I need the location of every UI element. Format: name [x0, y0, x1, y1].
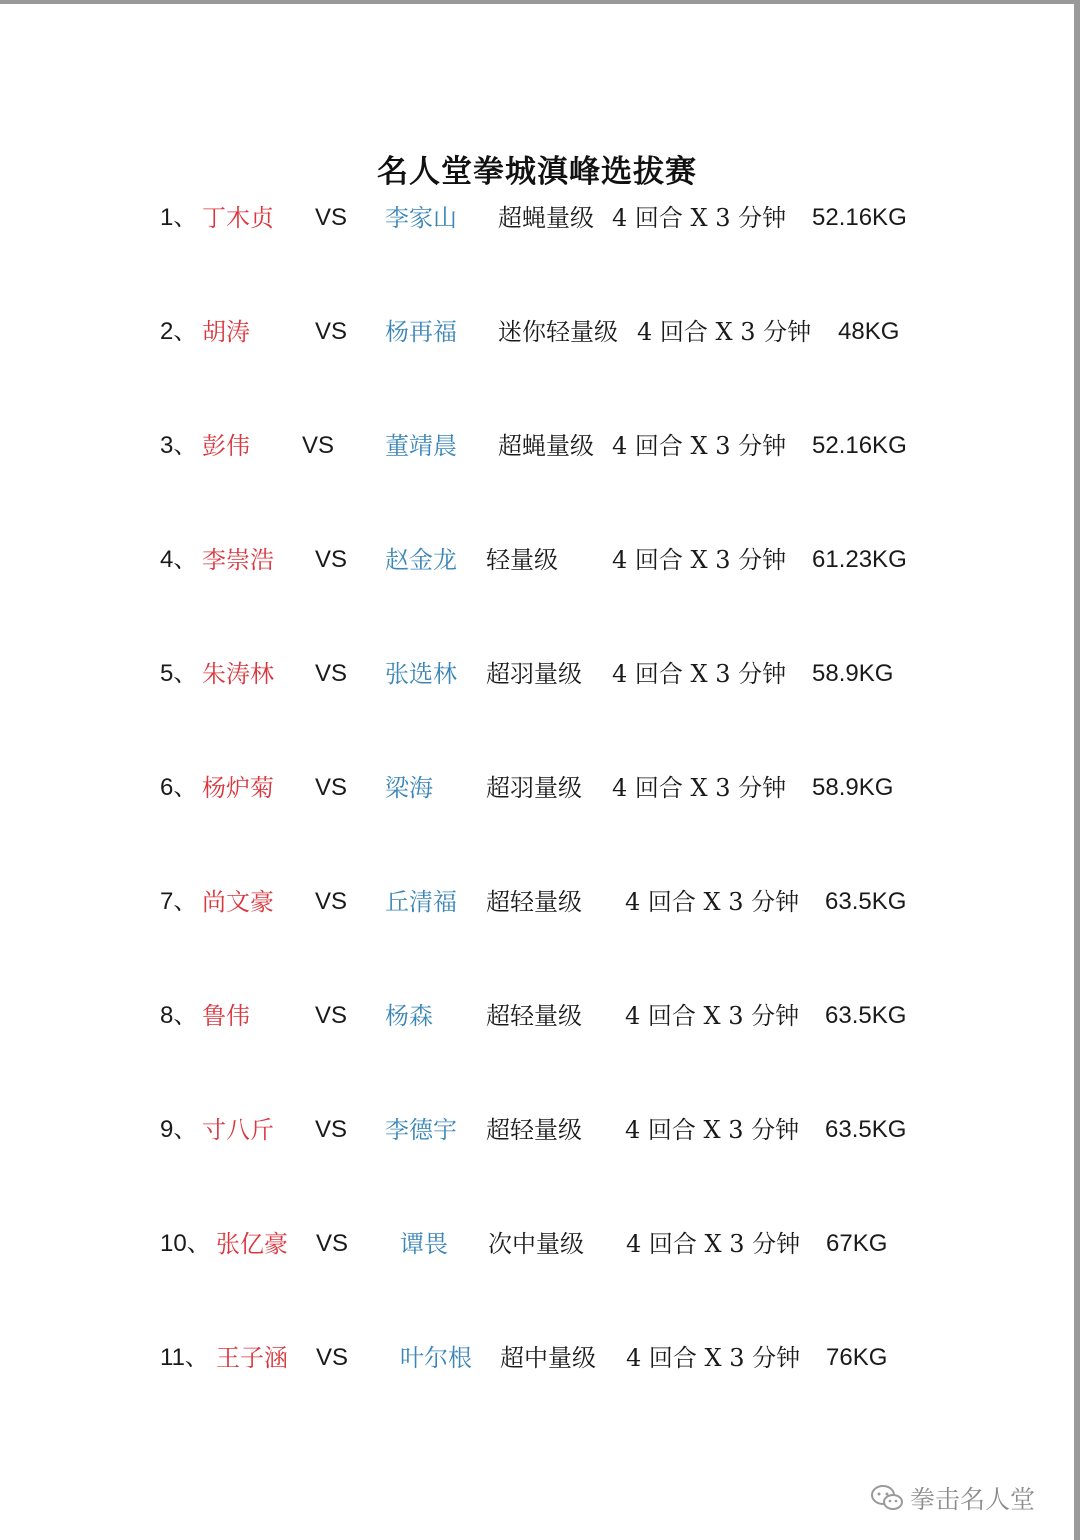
- bout-number: 4、: [160, 546, 198, 573]
- bout-row: [0, 1338, 1074, 1378]
- vs-label: VS: [302, 432, 335, 459]
- vs-label: VS: [315, 1116, 348, 1143]
- weight-class: 超蝇量级: [498, 432, 594, 460]
- vs-label: VS: [315, 888, 348, 915]
- bout-row: [0, 540, 1074, 580]
- rounds-format: 4 回合 X 3 分钟: [612, 774, 787, 802]
- vs-label: VS: [315, 1002, 348, 1029]
- red-corner-fighter: 胡涛: [202, 318, 250, 346]
- bout-row: [0, 768, 1074, 808]
- vs-label: VS: [315, 660, 348, 687]
- bout-number: 5、: [160, 660, 198, 687]
- vs-label: VS: [315, 204, 348, 231]
- weight-class: 超轻量级: [486, 1002, 582, 1030]
- vs-label: VS: [316, 1230, 349, 1257]
- rounds-format: 4 回合 X 3 分钟: [612, 204, 787, 232]
- red-corner-fighter: 李崇浩: [202, 546, 274, 574]
- weight-class: 轻量级: [486, 546, 558, 574]
- bout-row: [0, 198, 1074, 238]
- weight-limit: 52.16KG: [812, 204, 907, 231]
- vs-label: VS: [315, 318, 348, 345]
- red-corner-fighter: 丁木贞: [202, 204, 274, 232]
- weight-class: 超轻量级: [486, 1116, 582, 1144]
- bout-number: 3、: [160, 432, 198, 459]
- weight-limit: 52.16KG: [812, 432, 907, 459]
- weight-limit: 48KG: [838, 318, 900, 345]
- rounds-format: 4 回合 X 3 分钟: [612, 546, 787, 574]
- red-corner-fighter: 朱涛林: [202, 660, 274, 688]
- bout-number: 10、: [160, 1230, 211, 1257]
- weight-class: 超蝇量级: [498, 204, 594, 232]
- red-corner-fighter: 杨炉菊: [202, 774, 274, 802]
- weight-limit: 63.5KG: [825, 1002, 907, 1029]
- weight-class: 超轻量级: [486, 888, 582, 916]
- vs-label: VS: [315, 546, 348, 573]
- blue-corner-fighter: 李家山: [385, 204, 457, 232]
- vs-label: VS: [316, 1344, 349, 1371]
- weight-limit: 58.9KG: [812, 660, 894, 687]
- blue-corner-fighter: 李德宇: [385, 1116, 457, 1144]
- rounds-format: 4 回合 X 3 分钟: [625, 1002, 800, 1030]
- red-corner-fighter: 张亿豪: [216, 1230, 288, 1258]
- bout-row: [0, 426, 1074, 466]
- document-title: 名人堂拳城滇峰选拔赛: [377, 154, 697, 190]
- weight-class: 次中量级: [488, 1230, 584, 1258]
- blue-corner-fighter: 梁海: [385, 774, 433, 802]
- watermark-text: 拳击名人堂: [910, 1485, 1036, 1514]
- rounds-format: 4 回合 X 3 分钟: [612, 432, 787, 460]
- rounds-format: 4 回合 X 3 分钟: [612, 660, 787, 688]
- bout-number: 6、: [160, 774, 198, 801]
- weight-class: 超羽量级: [486, 660, 582, 688]
- rounds-format: 4 回合 X 3 分钟: [625, 1116, 800, 1144]
- weight-limit: 63.5KG: [825, 1116, 907, 1143]
- wechat-icon: [870, 1483, 904, 1513]
- blue-corner-fighter: 杨再福: [385, 318, 457, 346]
- blue-corner-fighter: 丘清福: [385, 888, 457, 916]
- weight-limit: 63.5KG: [825, 888, 907, 915]
- bout-number: 2、: [160, 318, 198, 345]
- bout-number: 9、: [160, 1116, 198, 1143]
- blue-corner-fighter: 赵金龙: [385, 546, 457, 574]
- blue-corner-fighter: 董靖晨: [385, 432, 457, 460]
- weight-limit: 67KG: [826, 1230, 888, 1257]
- blue-corner-fighter: 张选林: [385, 660, 457, 688]
- bout-row: [0, 312, 1074, 352]
- red-corner-fighter: 尚文豪: [202, 888, 274, 916]
- bout-row: [0, 654, 1074, 694]
- weight-class: 迷你轻量级: [498, 318, 618, 346]
- bout-row: [0, 1110, 1074, 1150]
- red-corner-fighter: 寸八斤: [202, 1116, 274, 1144]
- red-corner-fighter: 彭伟: [202, 432, 250, 460]
- blue-corner-fighter: 叶尔根: [400, 1344, 472, 1372]
- blue-corner-fighter: 杨森: [385, 1002, 433, 1030]
- vs-label: VS: [315, 774, 348, 801]
- bout-number: 7、: [160, 888, 198, 915]
- weight-limit: 61.23KG: [812, 546, 907, 573]
- blue-corner-fighter: 谭畏: [400, 1230, 448, 1258]
- bout-number: 1、: [160, 204, 198, 231]
- bout-number: 8、: [160, 1002, 198, 1029]
- bout-number: 11、: [160, 1344, 209, 1371]
- bout-row: [0, 882, 1074, 922]
- weight-limit: 58.9KG: [812, 774, 894, 801]
- red-corner-fighter: 王子涵: [216, 1344, 288, 1372]
- bout-row: [0, 1224, 1074, 1264]
- red-corner-fighter: 鲁伟: [202, 1002, 250, 1030]
- watermark: [870, 1478, 1035, 1518]
- rounds-format: 4 回合 X 3 分钟: [626, 1344, 801, 1372]
- weight-class: 超中量级: [500, 1344, 596, 1372]
- weight-limit: 76KG: [826, 1344, 888, 1371]
- rounds-format: 4 回合 X 3 分钟: [626, 1230, 801, 1258]
- weight-class: 超羽量级: [486, 774, 582, 802]
- document-page: [0, 4, 1074, 1540]
- rounds-format: 4 回合 X 3 分钟: [625, 888, 800, 916]
- bout-row: [0, 996, 1074, 1036]
- rounds-format: 4 回合 X 3 分钟: [637, 318, 812, 346]
